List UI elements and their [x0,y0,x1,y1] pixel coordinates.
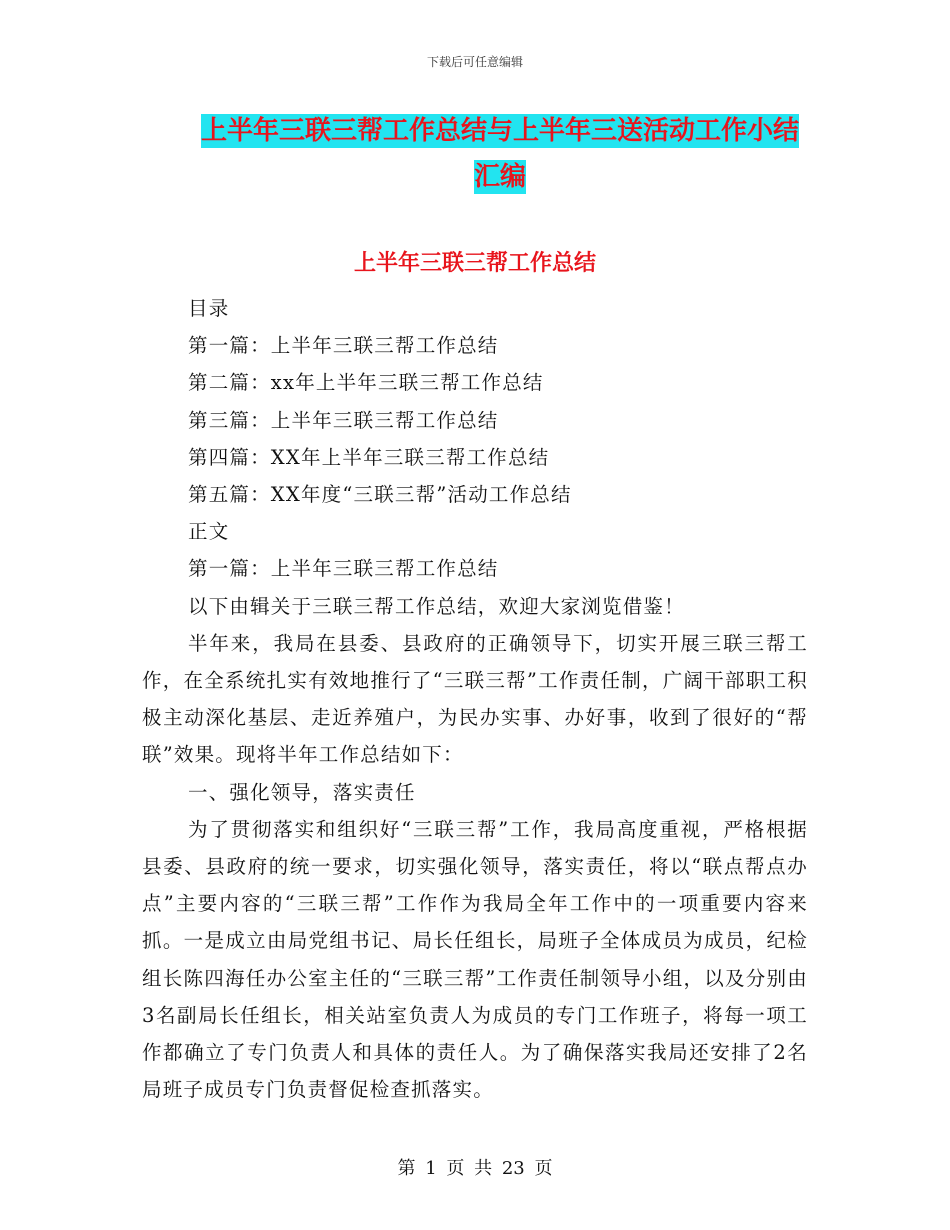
body-label: 正文 [188,520,230,544]
toc-item: 第二篇：xx年上半年三联三帮工作总结 [188,371,544,395]
body-paragraph: 为了贯彻落实和组织好“三联三帮”工作，我局高度重视，严格根据县委、县政府的统一要求，切实强化领导，落实责任，将以“联点帮点办点”主要内容的“三联三帮”工作作为我局全年工作中的一项重要内容来抓。一是成立由局党组书记、局长任组长，局班子全体成员为成员，纪检组长陈四海任办公室主任的“三联三帮”工作责任制领导小组，以及分别由3名副局长任组长，相关站室负责人为成员的专门工作班子，将每一项工作都确立了专门负责人和具体的责任人。为了确保落实我局还安排了2名局班子成员专门负责督促检查抓落实。 [142,817,808,1102]
document-title-line1: 上半年三联三帮工作总结与上半年三送活动工作小结 [200,116,799,146]
document-title-line2: 汇编 [473,162,526,192]
toc-heading: 目录 [188,297,230,320]
toc-item: 第三篇：上半年三联三帮工作总结 [188,408,499,432]
toc-item: 第一篇：上半年三联三帮工作总结 [188,334,499,358]
toc-item: 第四篇：XX年上半年三联三帮工作总结 [188,445,550,469]
document-body [142,290,808,1108]
body-paragraph: 半年来，我局在县委、县政府的正确领导下，切实开展三联三帮工作，在全系统扎实有效地推行了“三联三帮”工作责任制，广阔干部职工积极主动深化基层、走近养殖户，为民办实事、办好事，收到了很好的“帮联”效果。现将半年工作总结如下： [142,631,808,767]
page-number-footer: 第 1 页 共 23 页 [397,1158,553,1179]
header-note: 下载后可任意编辑 [426,55,523,69]
toc-item: 第五篇：XX年度“三联三帮”活动工作总结 [188,483,572,507]
section-title: 上半年三联三帮工作总结 [353,251,596,276]
subheading: 一、强化领导，落实责任 [188,780,416,804]
document-title [140,108,860,200]
intro-text: 以下由辑关于三联三帮工作总结，欢迎大家浏览借鉴！ [188,594,685,618]
chapter-heading: 第一篇：上半年三联三帮工作总结 [188,557,499,581]
